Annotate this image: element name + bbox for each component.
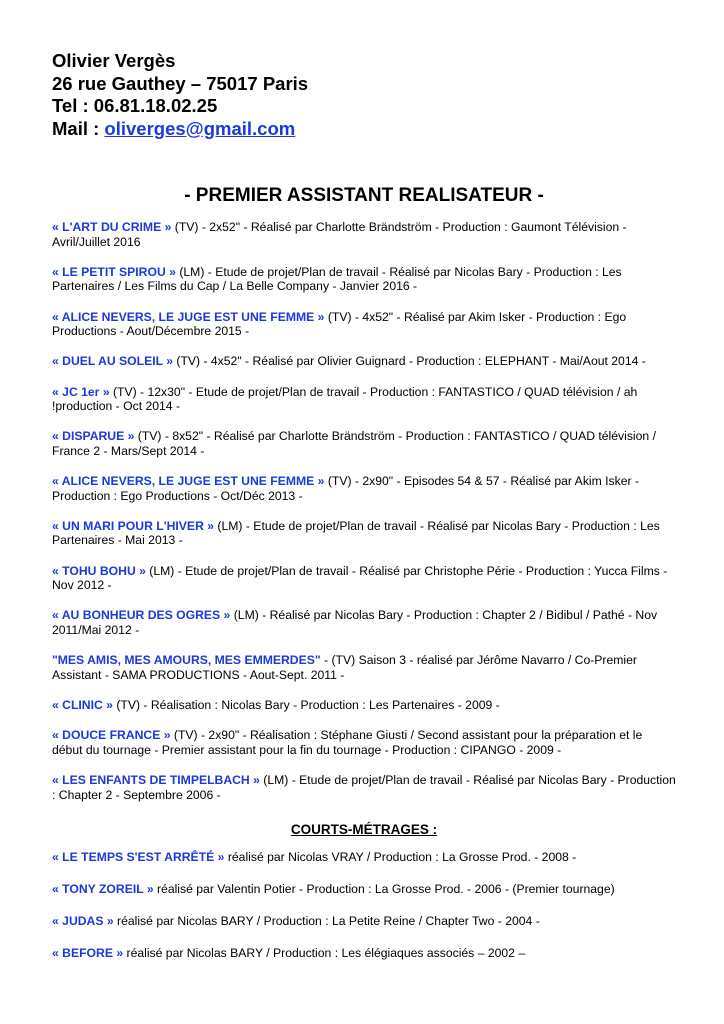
credit-title: « DUEL AU SOLEIL » — [52, 354, 173, 369]
credit-title: « L'ART DU CRIME » — [52, 220, 172, 234]
credit-details: (LM) - Etude de projet/Plan de travail - Réalisé par Nicolas Bary - Production : Les Partenaires - Mai 2013 - — [52, 518, 660, 548]
credit-title: « TOHU BOHU » — [52, 563, 146, 578]
credit-details: (TV) - 2x90" - Episodes 54 & 57 - Réalisé par Akim Isker - Production : Ego Productions - Oct/Déc 2013 - — [52, 474, 640, 503]
contact-header — [52, 50, 676, 140]
person-name: Olivier Vergès — [52, 50, 176, 71]
short-film-title: « BEFORE » — [52, 946, 124, 961]
credit-details: (TV) - 2x52" - Réalisé par Charlotte Brändström - Production : Gaumont Télévision - Avril/Juillet 2016 — [52, 220, 627, 249]
short-film-entry — [52, 882, 676, 897]
short-film-entry — [52, 914, 676, 929]
short-film-details: réalisé par Nicolas BARY / Production : Les élégiaques associés – 2002 – — [123, 946, 526, 961]
short-films-title: COURTS-MÉTRAGES : — [290, 822, 438, 838]
email-link[interactable]: oliverges@gmail.com — [104, 117, 296, 139]
credit-entry — [52, 608, 676, 637]
phone: Tel : 06.81.18.02.25 — [52, 95, 218, 116]
credit-entry — [52, 653, 676, 682]
email-label: Mail : — [52, 117, 105, 139]
credit-title: « ALICE NEVERS, LE JUGE EST UNE FEMME » — [52, 474, 325, 489]
cv-page — [52, 50, 676, 978]
credit-title: « UN MARI POUR L'HIVER » — [52, 518, 215, 533]
credit-entry — [52, 429, 676, 458]
short-film-entry — [52, 946, 676, 961]
credit-details: (LM) - Etude de projet/Plan de travail - Réalisé par Nicolas Bary - Production : Les Partenaires / Les Films du Cap / La Belle Company - Janvier 2016 - — [52, 264, 622, 294]
credit-details: (LM) - Etude de projet/Plan de travail - Réalisé par Nicolas Bary - Production : Chapter 2 - Septembre 2006 - — [52, 772, 676, 802]
credit-entry — [52, 474, 676, 503]
credit-entry — [52, 354, 676, 369]
credit-details: (TV) - 2x90" - Réalisation : Stéphane Giusti / Second assistant pour la préparation et le début du tournage - Premier assistant pour la fin du tournage - Production : CIPANGO - 2009 - — [52, 728, 643, 757]
credit-entry — [52, 564, 676, 593]
address: 26 rue Gauthey – 75017 Paris — [52, 72, 309, 94]
section-title: - PREMIER ASSISTANT REALISATEUR - — [184, 185, 544, 206]
short-film-title: « TONY ZOREIL » — [52, 882, 154, 897]
credit-entry — [52, 728, 676, 757]
short-film-title: « JUDAS » — [52, 914, 114, 929]
credit-entry — [52, 265, 676, 294]
credit-entry — [52, 519, 676, 548]
credit-title: « DISPARUE » — [52, 429, 135, 444]
credit-title: « JC 1er » — [52, 384, 110, 399]
credit-details: (TV) - 8x52" - Réalisé par Charlotte Brändström - Production : FANTASTICO / QUAD télévision / France 2 - Mars/Sept 2014 - — [52, 429, 656, 458]
credit-details: (TV) - 4x52" - Réalisé par Akim Isker - Production : Ego Productions - Aout/Décembre 2015 - — [52, 309, 627, 339]
credit-details: (TV) - Réalisation : Nicolas Bary - Production : Les Partenaires - 2009 - — [112, 698, 500, 712]
credit-entry — [52, 385, 676, 414]
credit-entry — [52, 310, 676, 339]
credit-details: (TV) - 4x52" - Réalisé par Olivier Guignard - Production : ELEPHANT - Mai/Aout 2014 - — [173, 354, 646, 369]
credit-title: « LE PETIT SPIROU » — [52, 264, 176, 279]
credit-entry — [52, 220, 676, 249]
short-film-details: réalisé par Nicolas BARY / Production : La Petite Reine / Chapter Two - 2004 - — [113, 914, 540, 929]
short-films-list — [52, 850, 676, 961]
credit-details: (LM) - Réalisé par Nicolas Bary - Production : Chapter 2 / Bidibul / Pathé - Nov 2011/Mai 2012 - — [52, 608, 658, 638]
credit-title: « LES ENFANTS DE TIMPELBACH » — [52, 772, 260, 787]
credit-title: « DOUCE FRANCE » — [52, 728, 171, 743]
credit-details: (LM) - Etude de projet/Plan de travail - Réalisé par Christophe Périe - Production : Yucca Films - Nov 2012 - — [52, 563, 668, 593]
credit-details: - (TV) Saison 3 - réalisé par Jérôme Navarro / Co-Premier Assistant - SAMA PRODUCTIONS - Aout-Sept. 2011 - — [52, 653, 637, 682]
credit-title: « ALICE NEVERS, LE JUGE EST UNE FEMME » — [52, 309, 325, 324]
credit-details: (TV) - 12x30" - Etude de projet/Plan de travail - Production : FANTASTICO / QUAD télévision / ah !production - Oct 2014 - — [52, 384, 638, 414]
short-film-details: réalisé par Valentin Potier - Production : La Grosse Prod. - 2006 - (Premier tournage) — [153, 882, 615, 897]
credit-entry — [52, 698, 676, 713]
credit-title: « CLINIC » — [52, 698, 113, 712]
short-film-entry — [52, 850, 676, 865]
short-film-details: réalisé par Nicolas VRAY / Production : La Grosse Prod. - 2008 - — [224, 850, 577, 865]
credits-list — [52, 220, 676, 802]
credit-title: « AU BONHEUR DES OGRES » — [52, 608, 231, 623]
short-film-title: « LE TEMPS S'EST ARRÊTÉ » — [52, 850, 225, 865]
credit-title: "MES AMIS, MES AMOURS, MES EMMERDES" — [52, 653, 321, 668]
credit-entry — [52, 773, 676, 802]
email-line — [52, 118, 676, 141]
